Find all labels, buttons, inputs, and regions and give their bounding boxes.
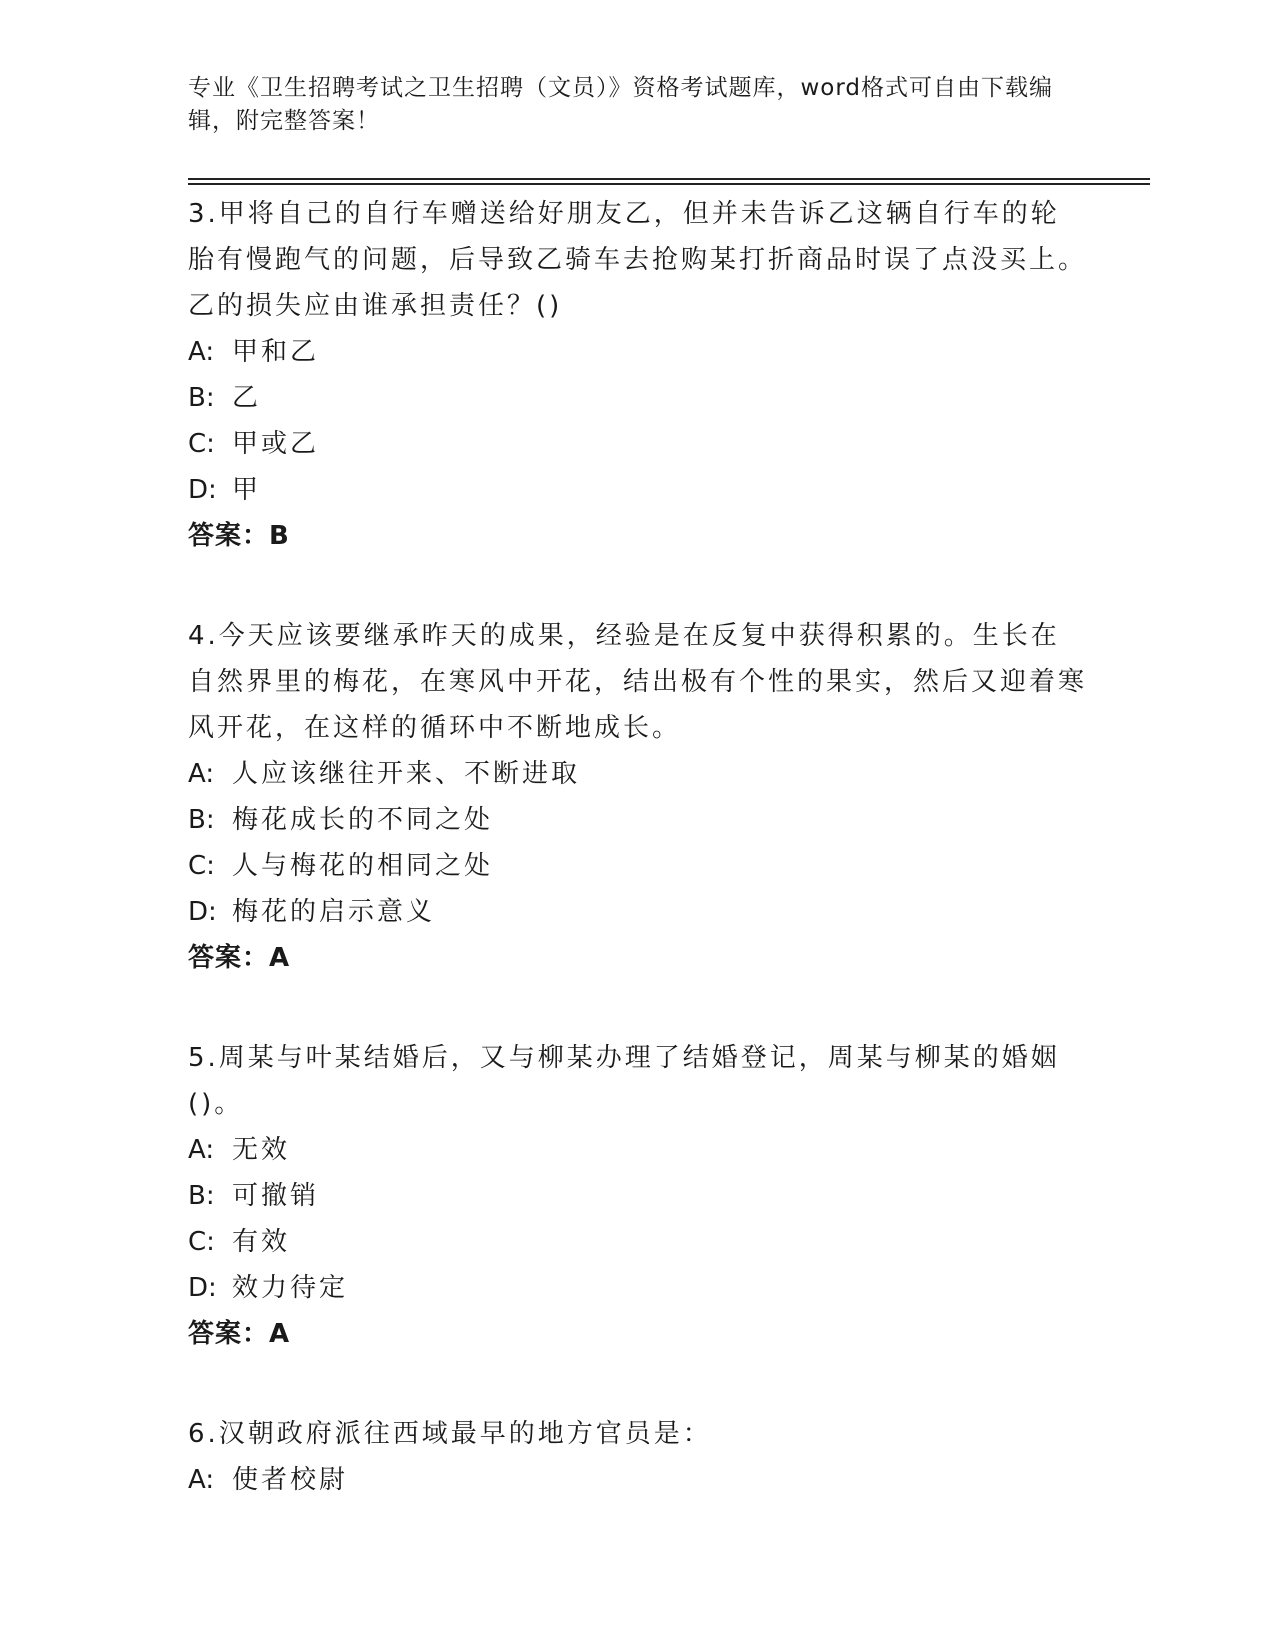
option-key: C:: [188, 1227, 215, 1257]
option-key: B:: [188, 805, 215, 835]
option-a: [188, 751, 1088, 797]
option-text: 梅花成长的不同之处: [232, 805, 494, 835]
option-key: A:: [188, 759, 215, 789]
option-text: 无效: [232, 1135, 291, 1165]
question-list: [188, 191, 1088, 1557]
option-d: [188, 1265, 1088, 1311]
option-d: [188, 889, 1088, 935]
option-a: [188, 1127, 1088, 1173]
document-header: 专业《卫生招聘考试之卫生招聘（文员）》资格考试题库，word格式可自由下载编辑，附完整答案！: [188, 75, 1054, 134]
question-3: [188, 191, 1088, 559]
option-text: 可撤销: [232, 1181, 320, 1211]
option-c: [188, 843, 1088, 889]
option-a: [188, 1457, 1088, 1503]
option-text: 人应该继往开来、不断进取: [232, 759, 581, 789]
question-stem: 6.汉朝政府派往西域最早的地方官员是：: [188, 1419, 712, 1449]
option-key: D:: [188, 1273, 217, 1303]
question-stem: 3.甲将自己的自行车赠送给好朋友乙，但并未告诉乙这辆自行车的轮胎有慢跑气的问题，后导致乙骑车去抢购某打折商品时误了点没买上。乙的损失应由谁承担责任？(): [188, 199, 1088, 321]
option-text: 有效: [232, 1227, 291, 1257]
option-text: 效力待定: [232, 1273, 349, 1303]
option-key: A:: [188, 1135, 215, 1165]
answer-line: 答案：A: [188, 1319, 291, 1349]
option-text: 人与梅花的相同之处: [232, 851, 494, 881]
option-key: A:: [188, 337, 215, 367]
option-key: D:: [188, 475, 217, 505]
option-key: A:: [188, 1465, 215, 1495]
option-text: 甲和乙: [232, 337, 320, 367]
question-stem: 5.周某与叶某结婚后，又与柳某办理了结婚登记，周某与柳某的婚姻()。: [188, 1043, 1060, 1119]
answer-line: 答案：A: [188, 943, 291, 973]
option-text: 使者校尉: [232, 1465, 349, 1495]
option-d: [188, 467, 1088, 513]
header-divider-bottom: [188, 183, 1150, 185]
option-c: [188, 421, 1088, 467]
option-b: [188, 1173, 1088, 1219]
option-key: B:: [188, 1181, 215, 1211]
option-key: D:: [188, 897, 217, 927]
option-text: 甲: [232, 475, 262, 505]
option-a: [188, 329, 1088, 375]
option-c: [188, 1219, 1088, 1265]
question-4: [188, 613, 1088, 981]
header-divider-top: [188, 178, 1150, 180]
question-6: [188, 1411, 1088, 1503]
option-key: B:: [188, 383, 215, 413]
option-text: 乙: [232, 383, 262, 413]
option-b: [188, 797, 1088, 843]
answer-line: 答案：B: [188, 521, 290, 551]
option-text: 甲或乙: [232, 429, 320, 459]
question-5: [188, 1035, 1088, 1357]
option-key: C:: [188, 429, 215, 459]
option-b: [188, 375, 1088, 421]
option-text: 梅花的启示意义: [232, 897, 436, 927]
question-stem: 4.今天应该要继承昨天的成果，经验是在反复中获得积累的。生长在自然界里的梅花，在寒风中开花，结出极有个性的果实，然后又迎着寒风开花，在这样的循环中不断地成长。: [188, 621, 1088, 743]
option-key: C:: [188, 851, 215, 881]
